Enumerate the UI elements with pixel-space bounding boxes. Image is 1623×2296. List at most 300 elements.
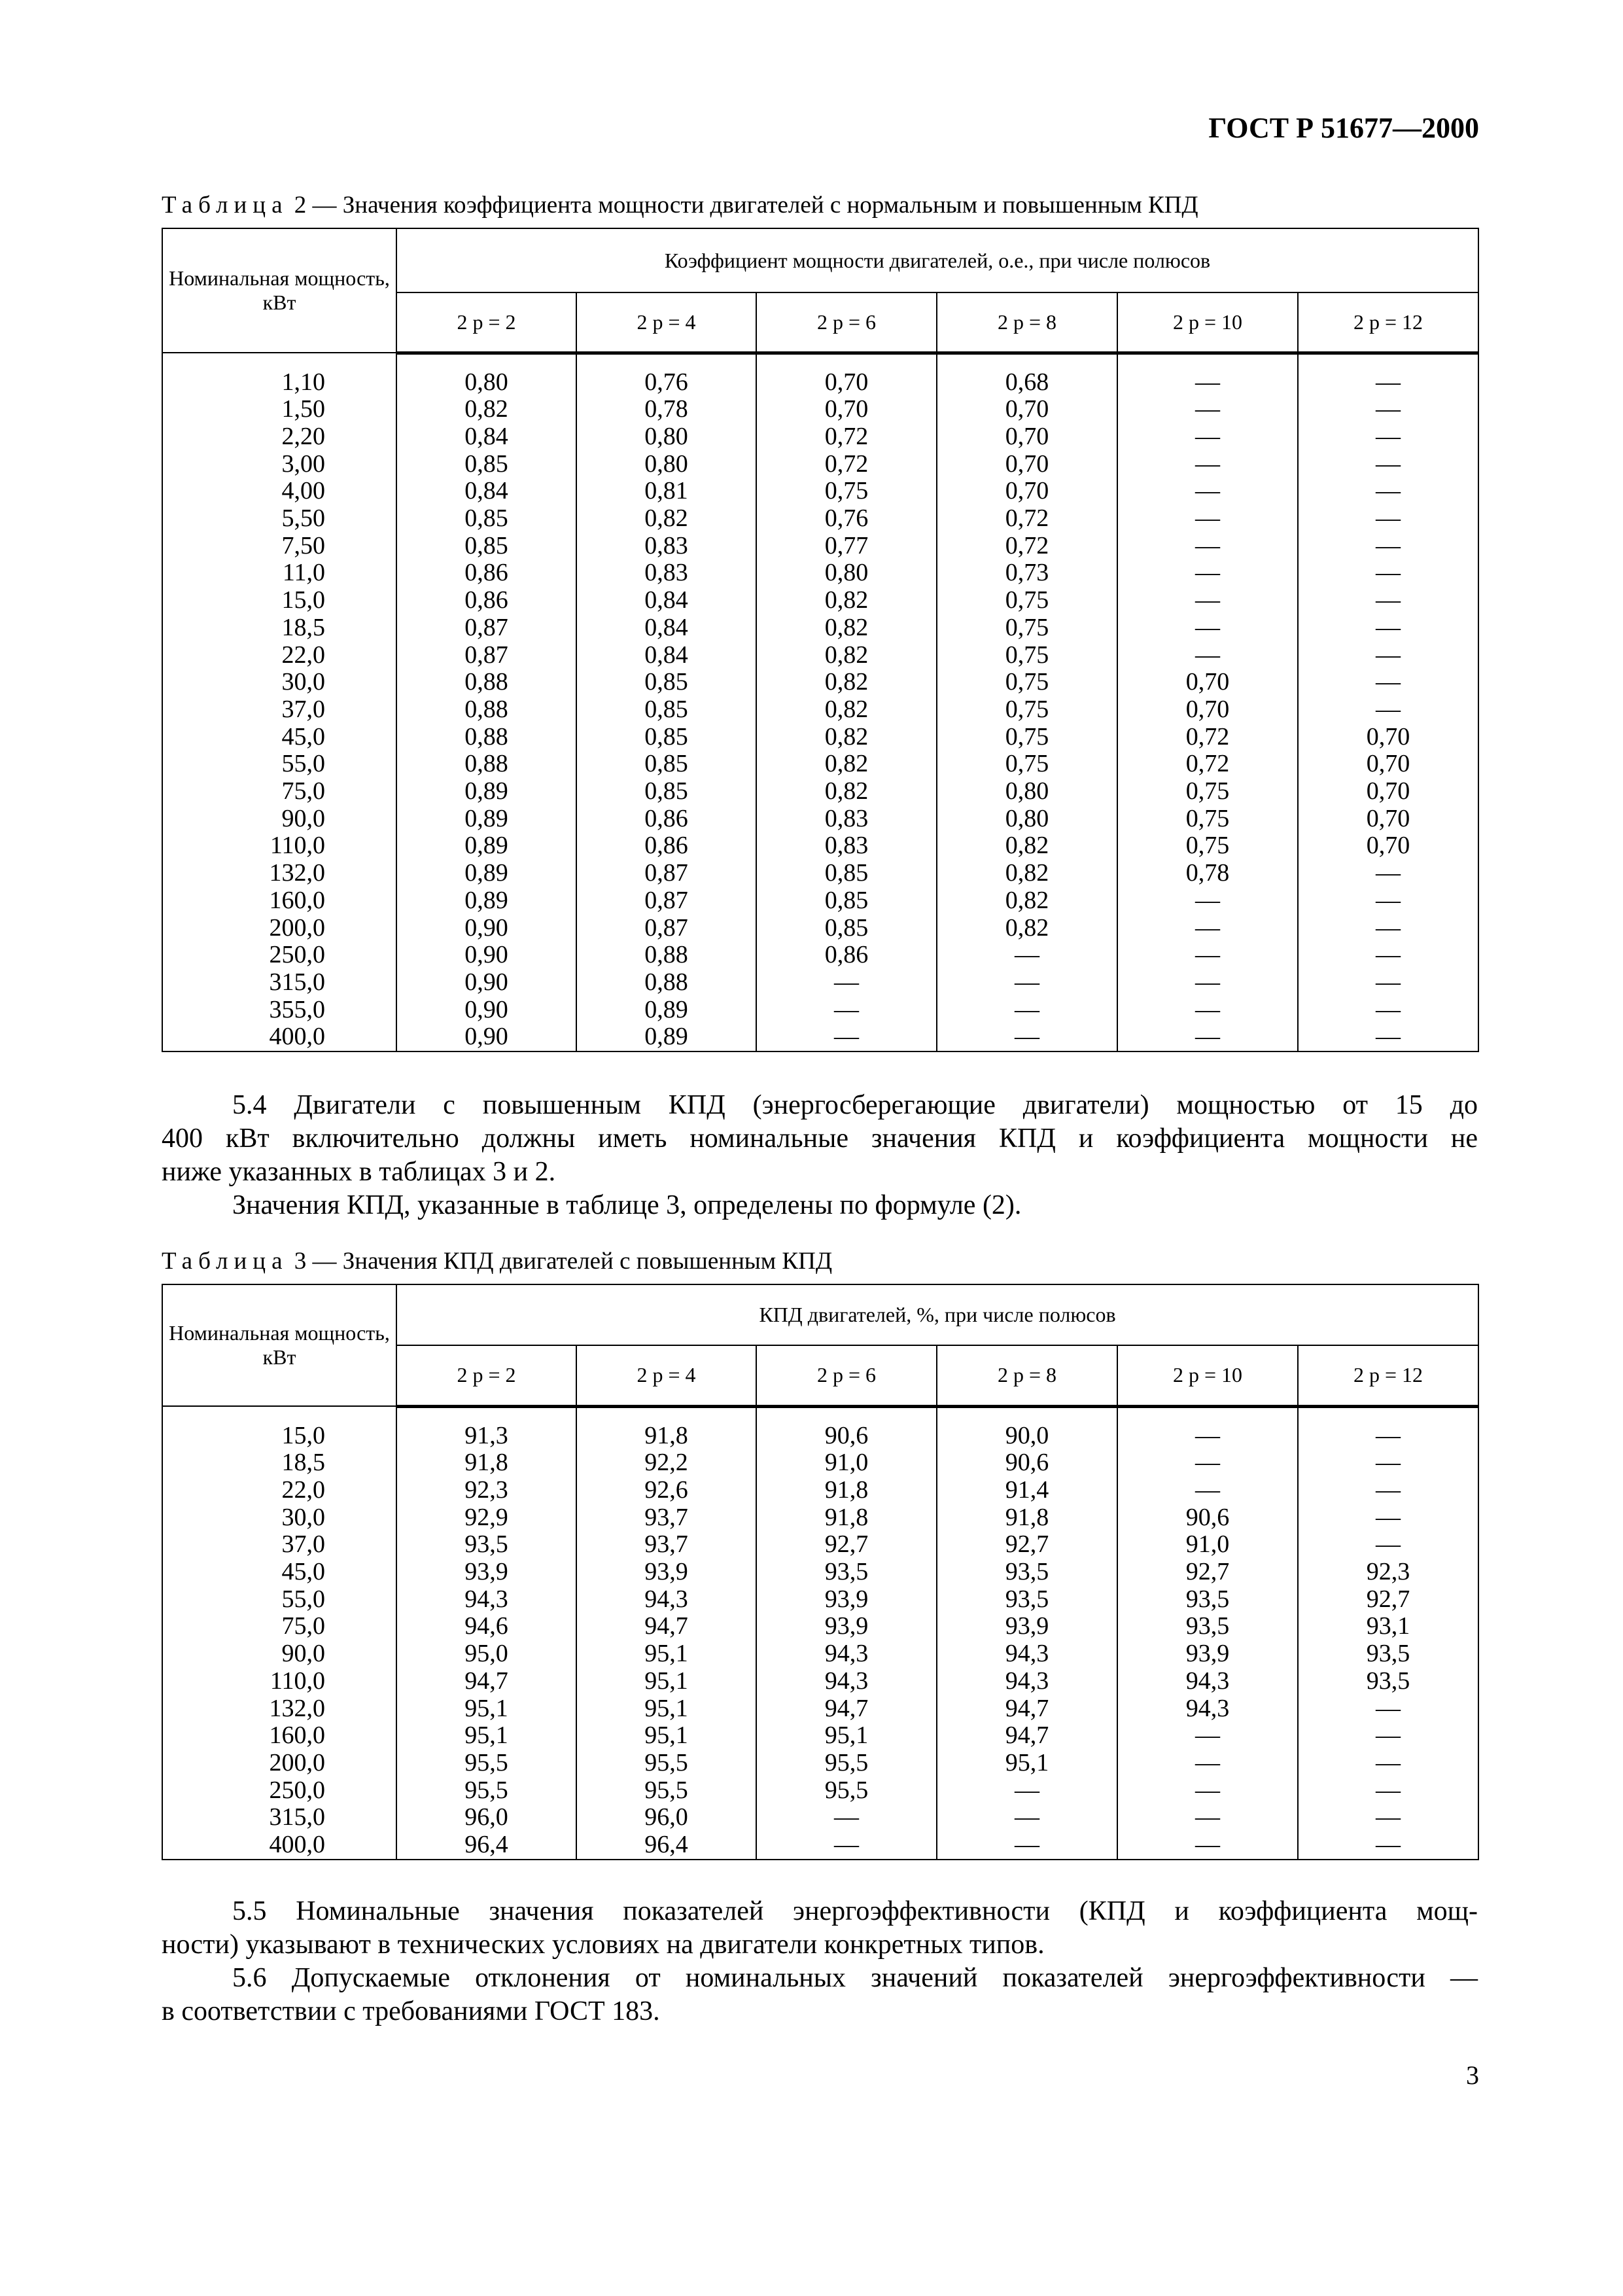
table-row <box>162 1504 1478 1532</box>
table2-power-header: Номинальная мощность, кВт <box>162 228 396 353</box>
value-cell: 94,3 <box>937 1640 1117 1668</box>
value-cell: — <box>1298 696 1478 724</box>
spacer-cell <box>1117 353 1298 369</box>
value-cell: — <box>756 997 937 1024</box>
table-row <box>162 533 1478 560</box>
value-cell: 91,0 <box>756 1449 937 1477</box>
value-cell: — <box>1298 614 1478 642</box>
spacer-cell <box>1117 1406 1298 1422</box>
power-cell: 75,0 <box>162 1613 396 1640</box>
table-row <box>162 478 1478 505</box>
value-cell: 0,75 <box>937 724 1117 751</box>
value-cell: 0,86 <box>576 832 756 860</box>
value-cell: 0,72 <box>1117 751 1298 778</box>
value-cell: 0,70 <box>1117 669 1298 696</box>
value-cell: 94,7 <box>937 1695 1117 1723</box>
value-cell: 91,0 <box>1117 1531 1298 1559</box>
power-cell: 250,0 <box>162 942 396 969</box>
value-cell: 0,88 <box>396 751 576 778</box>
table3-pole-header: 2 p = 10 <box>1117 1345 1298 1406</box>
value-cell: — <box>1298 1695 1478 1723</box>
value-cell: 95,5 <box>396 1750 576 1777</box>
power-cell: 7,50 <box>162 533 396 560</box>
value-cell: — <box>1298 1422 1478 1450</box>
power-cell: 30,0 <box>162 1504 396 1532</box>
value-cell: 0,70 <box>1298 805 1478 833</box>
value-cell: 0,70 <box>1298 778 1478 805</box>
table-row <box>162 669 1478 696</box>
table2-caption <box>162 191 1198 219</box>
value-cell: 94,3 <box>396 1586 576 1614</box>
value-cell: 95,1 <box>396 1695 576 1723</box>
value-cell: 91,8 <box>756 1504 937 1532</box>
value-cell: 95,5 <box>756 1777 937 1805</box>
value-cell: 0,72 <box>756 423 937 451</box>
value-cell: — <box>1298 1531 1478 1559</box>
power-cell: 30,0 <box>162 669 396 696</box>
value-cell: 0,75 <box>1117 832 1298 860</box>
value-cell: — <box>937 1804 1117 1831</box>
value-cell: 0,82 <box>756 614 937 642</box>
value-cell: — <box>1298 997 1478 1024</box>
table-row <box>162 587 1478 614</box>
value-cell: 0,75 <box>937 642 1117 669</box>
table-row <box>162 1750 1478 1777</box>
table3-pole-header: 2 p = 6 <box>756 1345 937 1406</box>
power-cell: 160,0 <box>162 1722 396 1750</box>
power-cell: 18,5 <box>162 1449 396 1477</box>
value-cell: 90,0 <box>937 1422 1117 1450</box>
value-cell: — <box>756 1023 937 1051</box>
power-cell: 1,50 <box>162 396 396 423</box>
value-cell: 0,70 <box>1298 751 1478 778</box>
spacer-cell <box>162 1406 396 1422</box>
value-cell: 0,87 <box>396 614 576 642</box>
value-cell: 91,8 <box>576 1422 756 1450</box>
table2-power-factor <box>162 228 1479 1052</box>
value-cell: 0,70 <box>937 451 1117 478</box>
value-cell: 0,82 <box>937 860 1117 887</box>
power-cell: 200,0 <box>162 1750 396 1777</box>
value-cell: 95,1 <box>576 1640 756 1668</box>
value-cell: 90,6 <box>756 1422 937 1450</box>
value-cell: 95,0 <box>396 1640 576 1668</box>
value-cell: 0,82 <box>937 915 1117 942</box>
value-cell: 0,72 <box>756 451 937 478</box>
table-row <box>162 887 1478 915</box>
value-cell: 0,82 <box>937 887 1117 915</box>
power-cell: 250,0 <box>162 1777 396 1805</box>
table-row <box>162 396 1478 423</box>
value-cell: 0,86 <box>756 942 937 969</box>
value-cell: — <box>937 1777 1117 1805</box>
value-cell: — <box>756 1831 937 1860</box>
power-cell: 5,50 <box>162 505 396 533</box>
value-cell: 0,87 <box>576 915 756 942</box>
value-cell: 0,84 <box>576 614 756 642</box>
value-cell: — <box>1117 915 1298 942</box>
table3-efficiency <box>162 1284 1479 1860</box>
value-cell: — <box>1117 396 1298 423</box>
value-cell: — <box>1298 1750 1478 1777</box>
value-cell: — <box>1117 997 1298 1024</box>
table-row <box>162 423 1478 451</box>
value-cell: 0,85 <box>756 860 937 887</box>
value-cell: 93,7 <box>576 1504 756 1532</box>
value-cell: 90,6 <box>1117 1504 1298 1532</box>
value-cell: 95,1 <box>576 1668 756 1695</box>
value-cell: — <box>1298 1023 1478 1051</box>
value-cell: — <box>1298 860 1478 887</box>
table-row <box>162 696 1478 724</box>
value-cell: 0,80 <box>576 451 756 478</box>
value-cell: 94,3 <box>576 1586 756 1614</box>
value-cell: — <box>1117 1449 1298 1477</box>
value-cell: 93,5 <box>1117 1586 1298 1614</box>
spacer-cell <box>756 353 937 369</box>
table2-pole-header: 2 p = 12 <box>1298 292 1478 353</box>
power-cell: 160,0 <box>162 887 396 915</box>
table-row <box>162 915 1478 942</box>
power-cell: 132,0 <box>162 1695 396 1723</box>
value-cell: — <box>1298 942 1478 969</box>
table-row <box>162 969 1478 997</box>
value-cell: 0,70 <box>756 396 937 423</box>
power-cell: 4,00 <box>162 478 396 505</box>
value-cell: — <box>1298 1477 1478 1504</box>
value-cell: 0,85 <box>576 778 756 805</box>
value-cell: — <box>1298 642 1478 669</box>
value-cell: 0,85 <box>396 505 576 533</box>
value-cell: 0,85 <box>576 696 756 724</box>
table2-pole-header: 2 p = 10 <box>1117 292 1298 353</box>
power-cell: 11,0 <box>162 559 396 587</box>
value-cell: 0,90 <box>396 997 576 1024</box>
power-cell: 315,0 <box>162 1804 396 1831</box>
value-cell: — <box>1117 1804 1298 1831</box>
value-cell: 0,80 <box>756 559 937 587</box>
value-cell: 0,84 <box>396 478 576 505</box>
table-row <box>162 559 1478 587</box>
table3-group-header: КПД двигателей, %, при числе полюсов <box>396 1284 1478 1345</box>
section-5-4-line: 400 кВт включительно должны иметь номинальные значения КПД и коэффициента мощности не <box>162 1123 1478 1154</box>
value-cell: 0,84 <box>576 642 756 669</box>
value-cell: 95,1 <box>756 1722 937 1750</box>
power-cell: 18,5 <box>162 614 396 642</box>
value-cell: 96,0 <box>396 1804 576 1831</box>
value-cell: 94,3 <box>1117 1668 1298 1695</box>
power-cell: 110,0 <box>162 1668 396 1695</box>
value-cell: — <box>1298 505 1478 533</box>
power-cell: 75,0 <box>162 778 396 805</box>
value-cell: — <box>1117 887 1298 915</box>
table3-caption-text: 3 — Значения КПД двигателей с повышенным КПД <box>288 1248 833 1275</box>
section-5-4-line: ниже указанных в таблицах 3 и 2. <box>162 1157 556 1187</box>
value-cell: 0,75 <box>937 587 1117 614</box>
section-5-6-line: 5.6 Допускаемые отклонения от номинальных значений показателей энергоэффективности — <box>232 1963 1478 1993</box>
value-cell: 94,3 <box>756 1640 937 1668</box>
value-cell: 0,83 <box>576 533 756 560</box>
table-row <box>162 1586 1478 1614</box>
value-cell: 0,88 <box>396 669 576 696</box>
value-cell: 0,90 <box>396 942 576 969</box>
value-cell: 0,70 <box>937 423 1117 451</box>
value-cell: 93,9 <box>576 1559 756 1586</box>
spacer-cell <box>1298 353 1478 369</box>
power-cell: 200,0 <box>162 915 396 942</box>
value-cell: 92,3 <box>1298 1559 1478 1586</box>
value-cell: 0,80 <box>937 778 1117 805</box>
value-cell: 93,5 <box>396 1531 576 1559</box>
power-cell: 45,0 <box>162 1559 396 1586</box>
value-cell: 91,4 <box>937 1477 1117 1504</box>
spacer-cell <box>756 1406 937 1422</box>
value-cell: 0,82 <box>937 832 1117 860</box>
value-cell: 92,7 <box>1117 1559 1298 1586</box>
value-cell: — <box>1117 587 1298 614</box>
value-cell: 0,84 <box>576 587 756 614</box>
value-cell: — <box>1117 1422 1298 1450</box>
value-cell: 94,7 <box>756 1695 937 1723</box>
power-cell: 45,0 <box>162 724 396 751</box>
table-row <box>162 751 1478 778</box>
value-cell: 0,81 <box>576 478 756 505</box>
power-cell: 315,0 <box>162 969 396 997</box>
value-cell: — <box>1117 942 1298 969</box>
value-cell: 93,5 <box>937 1586 1117 1614</box>
value-cell: 0,87 <box>576 887 756 915</box>
power-cell: 3,00 <box>162 451 396 478</box>
value-cell: 95,1 <box>396 1722 576 1750</box>
power-cell: 400,0 <box>162 1831 396 1860</box>
page-number: 3 <box>1466 2060 1479 2090</box>
value-cell: 0,78 <box>1117 860 1298 887</box>
value-cell: 92,2 <box>576 1449 756 1477</box>
value-cell: 0,75 <box>1117 778 1298 805</box>
table-row <box>162 451 1478 478</box>
value-cell: 0,75 <box>937 614 1117 642</box>
value-cell: — <box>1117 478 1298 505</box>
value-cell: 93,7 <box>576 1531 756 1559</box>
value-cell: — <box>1117 369 1298 397</box>
table3-power-header: Номинальная мощность, кВт <box>162 1284 396 1406</box>
table-row <box>162 369 1478 397</box>
section-5-5-5-6 <box>162 1895 1478 2028</box>
value-cell: 0,82 <box>756 696 937 724</box>
value-cell: 0,82 <box>756 669 937 696</box>
table3-caption <box>162 1247 832 1275</box>
value-cell: — <box>1117 1477 1298 1504</box>
value-cell: 0,85 <box>756 915 937 942</box>
value-cell: 0,88 <box>576 942 756 969</box>
value-cell: 0,70 <box>1298 724 1478 751</box>
power-cell: 400,0 <box>162 1023 396 1051</box>
value-cell: 0,72 <box>937 533 1117 560</box>
spacer-cell <box>162 353 396 369</box>
table-row <box>162 1668 1478 1695</box>
power-cell: 22,0 <box>162 642 396 669</box>
power-cell: 1,10 <box>162 369 396 397</box>
table-row <box>162 832 1478 860</box>
value-cell: 0,70 <box>937 478 1117 505</box>
power-cell: 55,0 <box>162 751 396 778</box>
value-cell: — <box>937 1023 1117 1051</box>
section-5-4-formula-note: Значения КПД, указанные в таблице 3, определены по формуле (2). <box>232 1190 1022 1220</box>
value-cell: 93,9 <box>1117 1640 1298 1668</box>
power-cell: 110,0 <box>162 832 396 860</box>
value-cell: 0,83 <box>576 559 756 587</box>
value-cell: 0,89 <box>396 805 576 833</box>
value-cell: — <box>1298 369 1478 397</box>
value-cell: 0,89 <box>396 860 576 887</box>
table3-caption-word: Таблица <box>162 1248 288 1275</box>
value-cell: 0,78 <box>576 396 756 423</box>
value-cell: 94,3 <box>1117 1695 1298 1723</box>
table-row <box>162 505 1478 533</box>
value-cell: 92,7 <box>937 1531 1117 1559</box>
value-cell: — <box>1117 423 1298 451</box>
section-5-6-line: в соответствии с требованиями ГОСТ 183. <box>162 1996 660 2026</box>
value-cell: — <box>756 1804 937 1831</box>
table2-pole-header: 2 p = 2 <box>396 292 576 353</box>
value-cell: 0,80 <box>396 369 576 397</box>
table-row <box>162 997 1478 1024</box>
value-cell: 0,82 <box>756 751 937 778</box>
value-cell: 0,86 <box>396 559 576 587</box>
table-row <box>162 1777 1478 1805</box>
value-cell: 0,70 <box>937 396 1117 423</box>
value-cell: 90,6 <box>937 1449 1117 1477</box>
value-cell: 0,89 <box>396 887 576 915</box>
value-cell: — <box>1298 1777 1478 1805</box>
value-cell: 93,9 <box>396 1559 576 1586</box>
value-cell: 0,85 <box>576 669 756 696</box>
value-cell: 0,83 <box>756 805 937 833</box>
value-cell: — <box>1117 1750 1298 1777</box>
power-cell: 15,0 <box>162 587 396 614</box>
value-cell: 0,88 <box>396 696 576 724</box>
table2-pole-header: 2 p = 8 <box>937 292 1117 353</box>
value-cell: 0,73 <box>937 559 1117 587</box>
value-cell: 0,70 <box>756 369 937 397</box>
value-cell: 0,75 <box>937 669 1117 696</box>
value-cell: 0,89 <box>396 832 576 860</box>
value-cell: — <box>1117 1023 1298 1051</box>
value-cell: 92,3 <box>396 1477 576 1504</box>
spacer-cell <box>1298 1406 1478 1422</box>
value-cell: 0,83 <box>756 832 937 860</box>
value-cell: — <box>1117 1722 1298 1750</box>
value-cell: 0,82 <box>756 724 937 751</box>
value-cell: 0,68 <box>937 369 1117 397</box>
value-cell: 93,1 <box>1298 1613 1478 1640</box>
table3-pole-header: 2 p = 12 <box>1298 1345 1478 1406</box>
value-cell: 0,76 <box>576 369 756 397</box>
value-cell: — <box>1117 1777 1298 1805</box>
value-cell: — <box>1298 396 1478 423</box>
standard-designation: ГОСТ Р 51677—2000 <box>1208 112 1479 144</box>
value-cell: 0,89 <box>576 1023 756 1051</box>
value-cell: 92,7 <box>1298 1586 1478 1614</box>
value-cell: — <box>1117 559 1298 587</box>
value-cell: 0,70 <box>1117 696 1298 724</box>
spacer-cell <box>937 353 1117 369</box>
table-row <box>162 1831 1478 1860</box>
value-cell: — <box>1117 969 1298 997</box>
value-cell: 0,76 <box>756 505 937 533</box>
value-cell: — <box>1298 669 1478 696</box>
value-cell: 0,90 <box>396 915 576 942</box>
power-cell: 90,0 <box>162 1640 396 1668</box>
value-cell: 95,5 <box>396 1777 576 1805</box>
value-cell: 0,84 <box>396 423 576 451</box>
section-5-5-line: 5.5 Номинальные значения показателей энергоэффективности (КПД и коэффициента мощ- <box>232 1896 1478 1926</box>
table2-caption-word: Таблица <box>162 192 288 219</box>
value-cell: 95,5 <box>576 1750 756 1777</box>
value-cell: 0,82 <box>576 505 756 533</box>
table-row <box>162 1477 1478 1504</box>
value-cell: — <box>1298 969 1478 997</box>
value-cell: 0,70 <box>1298 832 1478 860</box>
table-row <box>162 1531 1478 1559</box>
value-cell: — <box>756 969 937 997</box>
value-cell: 91,8 <box>396 1449 576 1477</box>
value-cell: — <box>1298 533 1478 560</box>
value-cell: 91,8 <box>756 1477 937 1504</box>
value-cell: — <box>1298 1804 1478 1831</box>
table-row <box>162 1640 1478 1668</box>
value-cell: 95,1 <box>937 1750 1117 1777</box>
value-cell: — <box>1298 1449 1478 1477</box>
value-cell: 94,7 <box>576 1613 756 1640</box>
value-cell: 0,80 <box>937 805 1117 833</box>
table2-caption-text: 2 — Значения коэффициента мощности двигателей с нормальным и повышенным КПД <box>288 192 1198 219</box>
table2-pole-header: 2 p = 6 <box>756 292 937 353</box>
value-cell: 91,8 <box>937 1504 1117 1532</box>
value-cell: — <box>1298 559 1478 587</box>
value-cell: — <box>1298 423 1478 451</box>
value-cell: 93,9 <box>937 1613 1117 1640</box>
table3-pole-header: 2 p = 8 <box>937 1345 1117 1406</box>
value-cell: — <box>937 969 1117 997</box>
table-row <box>162 1559 1478 1586</box>
value-cell: 95,1 <box>576 1695 756 1723</box>
spacer-cell <box>396 353 576 369</box>
value-cell: — <box>1117 614 1298 642</box>
value-cell: 0,87 <box>396 642 576 669</box>
table3-pole-header: 2 p = 2 <box>396 1345 576 1406</box>
section-5-5-line: ности) указывают в технических условиях на двигатели конкретных типов. <box>162 1930 1045 1960</box>
value-cell: 0,82 <box>756 778 937 805</box>
value-cell: 93,9 <box>756 1586 937 1614</box>
value-cell: 94,7 <box>396 1668 576 1695</box>
value-cell: — <box>1298 887 1478 915</box>
value-cell: 0,88 <box>576 969 756 997</box>
value-cell: — <box>937 997 1117 1024</box>
value-cell: 0,82 <box>756 642 937 669</box>
value-cell: — <box>937 1831 1117 1860</box>
table3-pole-header: 2 p = 4 <box>576 1345 756 1406</box>
value-cell: 94,6 <box>396 1613 576 1640</box>
value-cell: — <box>1298 587 1478 614</box>
table-row <box>162 860 1478 887</box>
value-cell: 0,86 <box>576 805 756 833</box>
power-cell: 132,0 <box>162 860 396 887</box>
value-cell: 93,9 <box>756 1613 937 1640</box>
table-row <box>162 724 1478 751</box>
table2-group-header: Коэффициент мощности двигателей, о.е., при числе полюсов <box>396 228 1478 292</box>
table-row <box>162 778 1478 805</box>
